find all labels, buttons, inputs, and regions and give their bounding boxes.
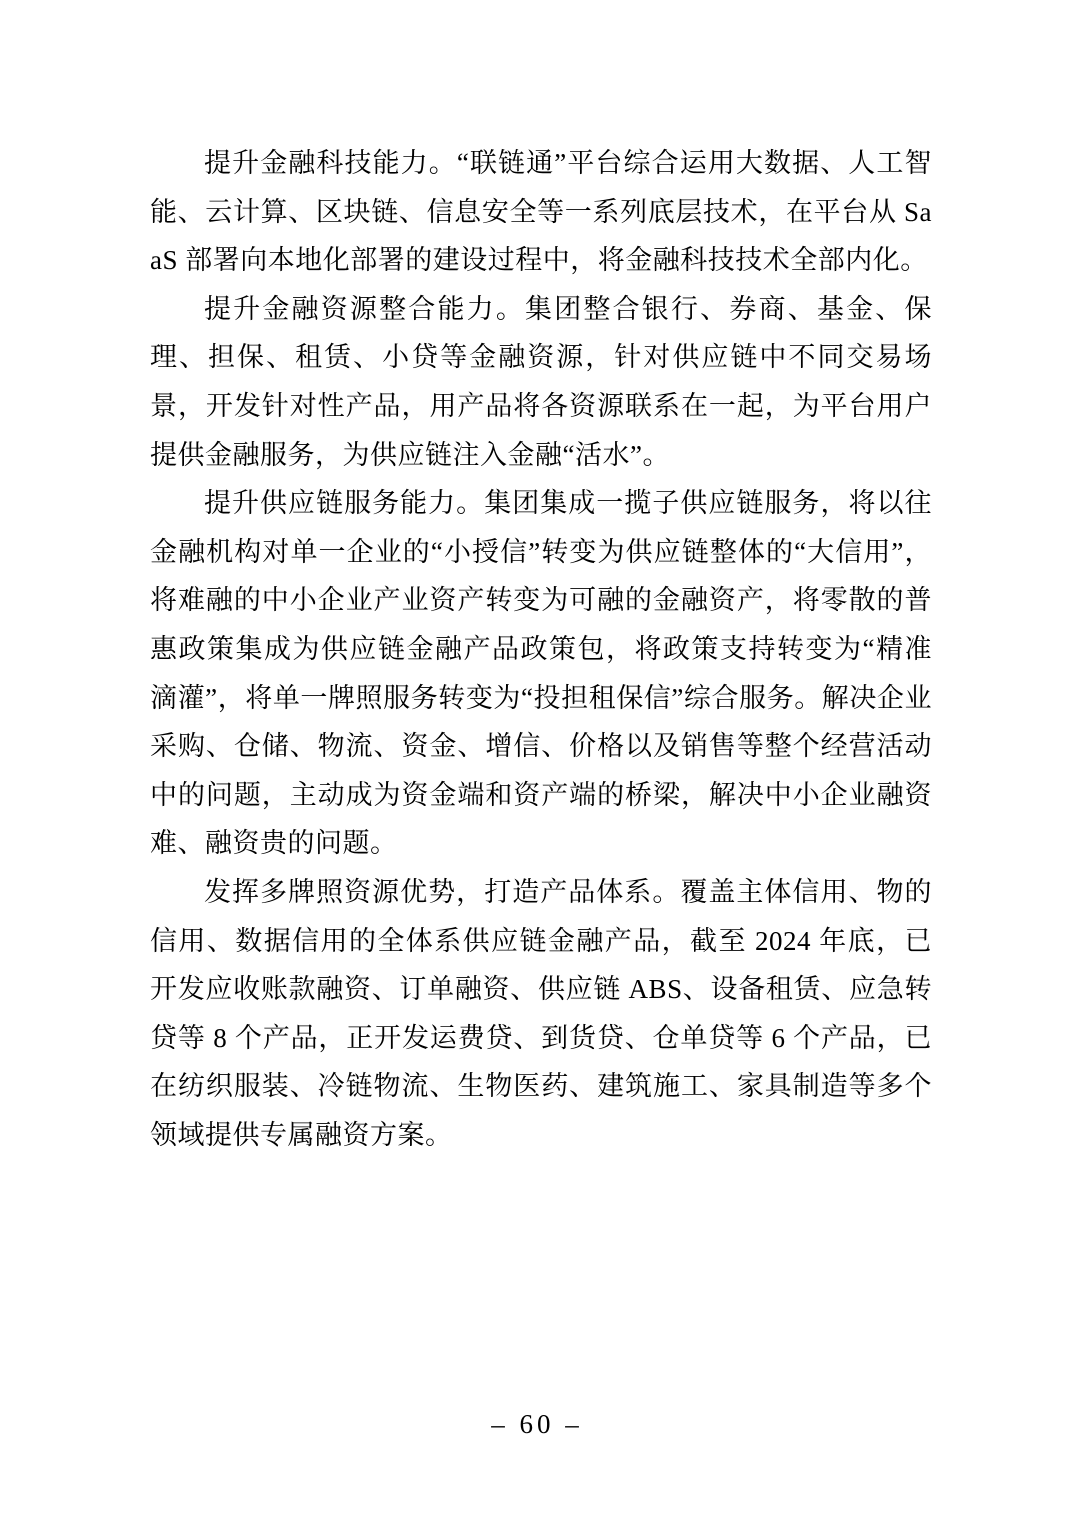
document-body [150,139,932,1159]
page-footer [0,1404,1074,1444]
paragraph-multi-license-products: 发挥多牌照资源优势，打造产品体系。覆盖主体信用、物的信用、数据信用的全体系供应链金融产品，截至 2024 年底，已开发应收账款融资、订单融资、供应链 ABS、设备租赁、应急转贷等 8 个产品，正开发运费贷、到货贷、仓单贷等 6 个产品，已在纺织服装、冷链物流、生物医药、建筑施工、家具制造等多个领域提供专属融资方案。 [150,876,932,1150]
paragraph-fintech-capability: 提升金融科技能力。“联链通”平台综合运用大数据、人工智能、云计算、区块链、信息安全等一系列底层技术，在平台从 SaaS 部署向本地化部署的建设过程中，将金融科技技术全部内化。 [150,148,932,276]
paragraph-supply-chain-service: 提升供应链服务能力。集团集成一揽子供应链服务，将以往金融机构对单一企业的“小授信”转变为供应链整体的“大信用”，将难融的中小企业产业资产转变为可融的金融资产，将零散的普惠政策集成为供应链金融产品政策包，将政策支持转变为“精准滴灌”，将单一牌照服务转变为“投担租保信”综合服务。解决企业采购、仓储、物流、资金、增信、价格以及销售等整个经营活动中的问题，主动成为资金端和资产端的桥梁，解决中小企业融资难、融资贵的问题。 [150,488,932,859]
paragraph-financial-resource-integration: 提升金融资源整合能力。集团整合银行、券商、基金、保理、担保、租赁、小贷等金融资源，针对供应链中不同交易场景，开发针对性产品，用产品将各资源联系在一起，为平台用户提供金融服务，为供应链注入金融“活水”。 [150,293,932,470]
page-number: – 60 – [491,1409,583,1439]
